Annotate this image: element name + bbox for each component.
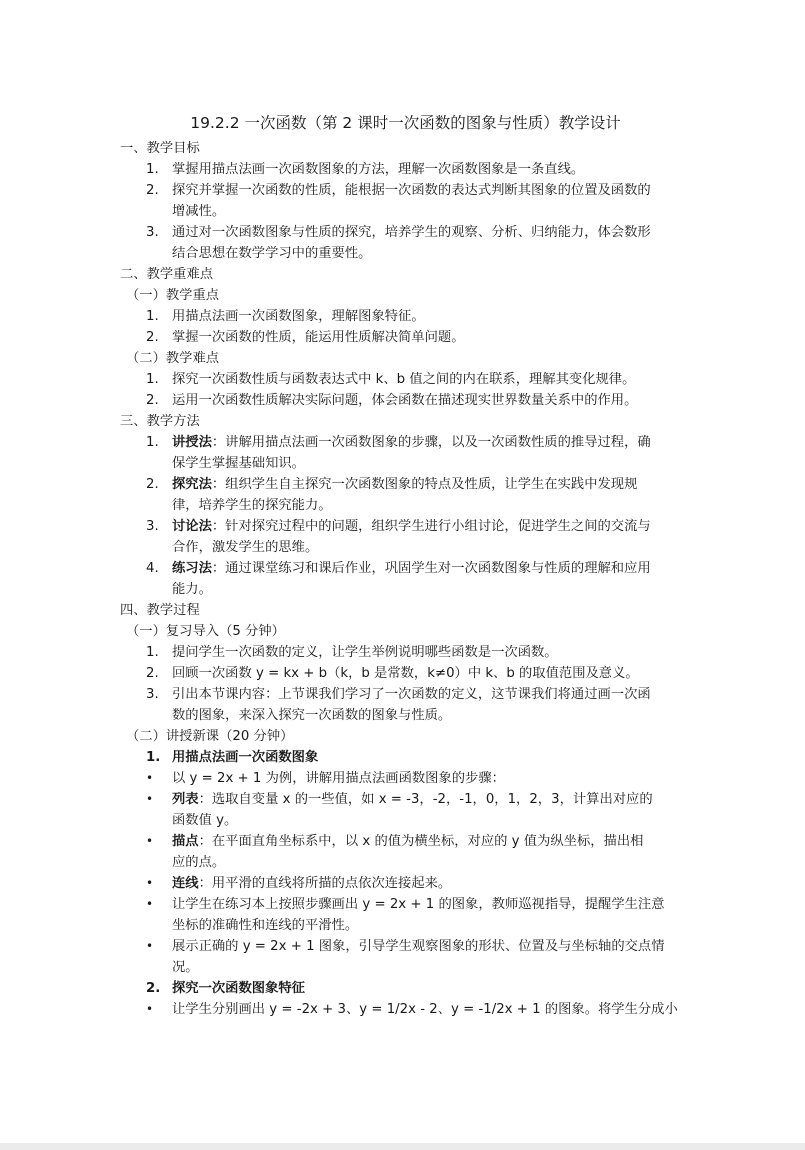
item-text: 能力。 xyxy=(172,582,212,597)
document-content xyxy=(0,110,805,1020)
item-text: 数的图象，来深入探究一次函数的图象与性质。 xyxy=(172,708,452,723)
bullet-item xyxy=(0,873,805,894)
item-number: 2. xyxy=(146,393,159,408)
item-text: 展示正确的 y = 2x + 1 图象，引导学生观察图象的形状、位置及与坐标轴的交点情 xyxy=(172,939,665,954)
subsection-heading: （一）复习导入（5 分钟） xyxy=(126,624,285,639)
section-heading: 四、教学过程 xyxy=(120,603,200,618)
item-text: 用描点法画一次函数图象，理解图象特征。 xyxy=(172,309,425,324)
bullet-icon: • xyxy=(146,897,154,911)
bullet-icon: • xyxy=(146,876,154,890)
item-text: 探究一次函数性质与函数表达式中 k、b 值之间的内在联系，理解其变化规律。 xyxy=(172,372,636,387)
part-heading xyxy=(0,747,805,768)
list-item xyxy=(0,684,805,726)
bullet-icon: • xyxy=(146,834,154,848)
item-number: 4. xyxy=(146,561,159,576)
item-number: 2. xyxy=(146,183,159,198)
step-term: 列表 xyxy=(172,792,199,807)
list-item xyxy=(0,474,805,516)
method-term: 探究法 xyxy=(172,477,212,492)
item-text: 让学生在练习本上按照步骤画出 y = 2x + 1 的图象，教师巡视指导，提醒学生注意 xyxy=(172,897,665,912)
item-text: 函数值 y。 xyxy=(172,813,238,828)
list-item xyxy=(0,432,805,474)
bullet-icon: • xyxy=(146,771,154,785)
item-text: 通过对一次函数图象与性质的探究，培养学生的观察、分析、归纳能力，体会数形 xyxy=(172,225,651,240)
part-number: 1. xyxy=(146,750,161,765)
method-term: 练习法 xyxy=(172,561,212,576)
item-text: ：讲解用描点法画一次函数图象的步骤，以及一次函数性质的推导过程，确 xyxy=(211,435,651,450)
item-number: 1. xyxy=(146,435,159,450)
item-number: 1. xyxy=(146,309,159,324)
list-item xyxy=(0,663,805,684)
list-item xyxy=(0,558,805,600)
bullet-item xyxy=(0,789,805,831)
part-number: 2. xyxy=(146,981,161,996)
step-term: 描点 xyxy=(172,834,199,849)
bullet-item xyxy=(0,999,805,1020)
item-text: 运用一次函数性质解决实际问题，体会函数在描述现实世界数量关系中的作用。 xyxy=(172,393,638,408)
item-text: 回顾一次函数 y = kx + b（k，b 是常数，k≠0）中 k、b 的取值范围及意义。 xyxy=(172,666,639,681)
list-item xyxy=(0,159,805,180)
document-title: 19.2.2 一次函数（第 2 课时一次函数的图象与性质）教学设计 xyxy=(190,114,621,132)
item-text: ：针对探究过程中的问题，组织学生进行小组讨论，促进学生之间的交流与 xyxy=(211,519,651,534)
item-text: 提问学生一次函数的定义，让学生举例说明哪些函数是一次函数。 xyxy=(172,645,558,660)
part-title: 探究一次函数图象特征 xyxy=(172,981,305,996)
item-text: 引出本节课内容：上节课我们学习了一次函数的定义，这节课我们将通过画一次函 xyxy=(172,687,651,702)
bullet-item xyxy=(0,894,805,936)
item-text: 探究并掌握一次函数的性质，能根据一次函数的表达式判断其图象的位置及函数的 xyxy=(172,183,651,198)
bullet-icon: • xyxy=(146,792,154,806)
item-number: 2. xyxy=(146,477,159,492)
section-heading: 二、教学重难点 xyxy=(120,267,214,282)
section-heading: 一、教学目标 xyxy=(120,141,200,156)
list-item xyxy=(0,306,805,327)
item-text: 合作，激发学生的思维。 xyxy=(172,540,319,555)
item-number: 1. xyxy=(146,162,159,177)
list-item xyxy=(0,327,805,348)
list-item xyxy=(0,390,805,411)
section-heading: 三、教学方法 xyxy=(120,414,200,429)
list-item xyxy=(0,642,805,663)
item-text: 律，培养学生的探究能力。 xyxy=(172,498,332,513)
item-text: ：选取自变量 x 的一些值，如 x = -3，-2，-1，0，1，2，3，计算出对应的 xyxy=(198,792,653,807)
list-item xyxy=(0,222,805,264)
bullet-icon: • xyxy=(146,939,154,953)
part-heading xyxy=(0,978,805,999)
item-text: 增减性。 xyxy=(172,204,226,219)
item-number: 3. xyxy=(146,225,159,240)
item-text: 结合思想在数学学习中的重要性。 xyxy=(172,246,372,261)
item-text: 掌握一次函数的性质，能运用性质解决简单问题。 xyxy=(172,330,465,345)
item-text: 掌握用描点法画一次函数图象的方法，理解一次函数图象是一条直线。 xyxy=(172,162,585,177)
item-number: 1. xyxy=(146,372,159,387)
item-text: 保学生掌握基础知识。 xyxy=(172,456,305,471)
part-title: 用描点法画一次函数图象 xyxy=(172,750,319,765)
item-text: 让学生分别画出 y = -2x + 3、y = 1/2x - 2、y = -1/2x + 1 的图象。将学生分成小 xyxy=(172,1002,678,1017)
item-number: 2. xyxy=(146,666,159,681)
list-item xyxy=(0,516,805,558)
step-term: 连线 xyxy=(172,876,199,891)
subsection-heading: （二）教学难点 xyxy=(126,351,220,366)
method-term: 讲授法 xyxy=(172,435,212,450)
item-text: 以 y = 2x + 1 为例，讲解用描点法画函数图象的步骤： xyxy=(172,771,505,786)
bullet-icon: • xyxy=(146,1002,154,1016)
item-number: 3. xyxy=(146,687,159,702)
bullet-item xyxy=(0,768,805,789)
subsection-heading: （一）教学重点 xyxy=(126,288,220,303)
item-text: ：通过课堂练习和课后作业，巩固学生对一次函数图象与性质的理解和应用 xyxy=(211,561,651,576)
item-text: ：在平面直角坐标系中，以 x 的值为横坐标，对应的 y 值为纵坐标，描出相 xyxy=(198,834,644,849)
item-text: ：用平滑的直线将所描的点依次连接起来。 xyxy=(198,876,452,891)
item-text: ：组织学生自主探究一次函数图象的特点及性质，让学生在实践中发现规 xyxy=(211,477,638,492)
item-number: 3. xyxy=(146,519,159,534)
bullet-item xyxy=(0,831,805,873)
item-text: 坐标的准确性和连线的平滑性。 xyxy=(172,918,359,933)
bullet-item xyxy=(0,936,805,978)
subsection-heading: （二）讲授新课（20 分钟） xyxy=(126,729,294,744)
item-number: 2. xyxy=(146,330,159,345)
item-text: 应的点。 xyxy=(172,855,226,870)
item-text: 况。 xyxy=(172,960,199,975)
list-item xyxy=(0,180,805,222)
list-item xyxy=(0,369,805,390)
method-term: 讨论法 xyxy=(172,519,212,534)
item-number: 1. xyxy=(146,645,159,660)
